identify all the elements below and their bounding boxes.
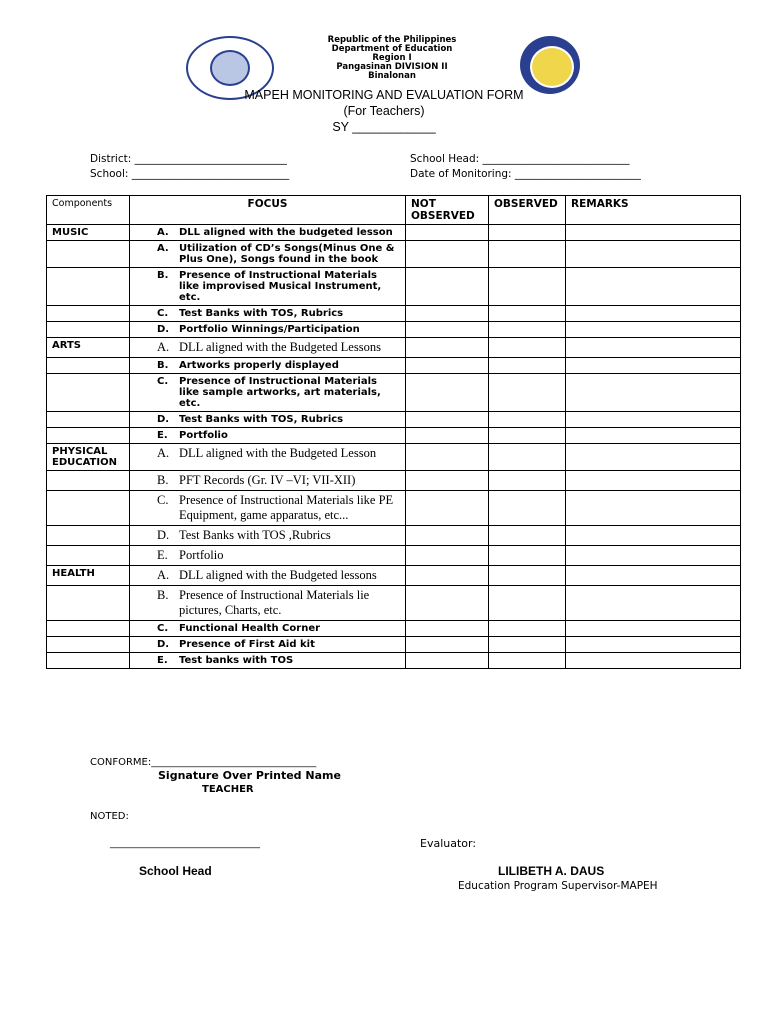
focus-cell: [130, 225, 406, 241]
focus-text: Portfolio: [179, 430, 228, 441]
table-row: [47, 586, 741, 621]
not-observed-cell[interactable]: [406, 621, 489, 637]
component-cell: [47, 374, 130, 412]
focus-cell: [130, 322, 406, 338]
focus-text: Test Banks with TOS, Rubrics: [179, 308, 344, 319]
focus-letter: D.: [157, 324, 170, 335]
remarks-cell[interactable]: [566, 637, 741, 653]
observed-cell[interactable]: [489, 637, 566, 653]
focus-letter: C.: [157, 623, 169, 634]
focus-cell: [130, 566, 406, 586]
focus-letter: D.: [157, 414, 170, 425]
agency-line: Region I: [372, 53, 412, 63]
focus-letter: A.: [157, 340, 170, 354]
component-cell: [47, 241, 130, 268]
observed-cell[interactable]: [489, 412, 566, 428]
focus-cell: [130, 358, 406, 374]
table-row: [47, 621, 741, 637]
not-observed-cell[interactable]: [406, 412, 489, 428]
focus-text: Test Banks with TOS ,Rubrics: [179, 528, 331, 542]
header-remarks: REMARKS: [566, 196, 741, 225]
component-cell: [47, 358, 130, 374]
focus-letter: E.: [157, 430, 168, 441]
observed-cell[interactable]: [489, 444, 566, 471]
table-row: [47, 491, 741, 526]
focus-text: Test banks with TOS: [179, 655, 294, 666]
table-header-row: [47, 196, 741, 225]
remarks-cell[interactable]: [566, 546, 741, 566]
observed-cell[interactable]: [489, 526, 566, 546]
table-row: [47, 637, 741, 653]
focus-letter: D.: [157, 528, 170, 542]
remarks-cell[interactable]: [566, 225, 741, 241]
focus-text: DLL aligned with the Budgeted Lessons: [179, 340, 381, 354]
remarks-cell[interactable]: [566, 653, 741, 669]
not-observed-cell[interactable]: [406, 306, 489, 322]
noted-label: NOTED:: [90, 811, 129, 822]
focus-text: DLL aligned with the Budgeted Lesson: [179, 446, 377, 460]
focus-cell: [130, 374, 406, 412]
table-row: [47, 374, 741, 412]
component-cell: [47, 586, 130, 621]
focus-text: Portfolio Winnings/Participation: [179, 324, 360, 335]
observed-cell[interactable]: [489, 358, 566, 374]
component-cell: MUSIC: [47, 225, 130, 241]
component-cell: [47, 428, 130, 444]
focus-letter: B.: [157, 473, 169, 487]
focus-cell: [130, 471, 406, 491]
focus-cell: [130, 268, 406, 306]
remarks-cell[interactable]: [566, 338, 741, 358]
focus-text: Utilization of CD’s Songs(Minus One & Plus One), Songs found in the book: [179, 243, 395, 265]
remarks-cell[interactable]: [566, 374, 741, 412]
focus-letter: E.: [157, 655, 168, 666]
supervisor-role: Education Program Supervisor-MAPEH: [458, 880, 658, 892]
evaluation-table: [46, 195, 741, 669]
school-field: School: ______________________________: [90, 168, 290, 180]
agency-header: [304, 36, 480, 96]
observed-cell[interactable]: [489, 338, 566, 358]
focus-text: Presence of First Aid kit: [179, 639, 315, 650]
table-row: [47, 653, 741, 669]
not-observed-cell[interactable]: [406, 526, 489, 546]
focus-cell: [130, 241, 406, 268]
observed-cell[interactable]: [489, 491, 566, 526]
table-row: [47, 268, 741, 306]
focus-cell: [130, 637, 406, 653]
focus-text: DLL aligned with the Budgeted lessons: [179, 568, 377, 582]
focus-cell: [130, 428, 406, 444]
not-observed-cell[interactable]: [406, 653, 489, 669]
remarks-cell[interactable]: [566, 306, 741, 322]
observed-cell[interactable]: [489, 546, 566, 566]
focus-cell: [130, 491, 406, 526]
observed-cell[interactable]: [489, 566, 566, 586]
focus-letter: B.: [157, 588, 169, 602]
table-row: [47, 526, 741, 546]
remarks-cell[interactable]: [566, 241, 741, 268]
focus-letter: C.: [157, 376, 169, 387]
not-observed-cell[interactable]: [406, 566, 489, 586]
signature-label: Signature Over Printed Name: [158, 769, 341, 782]
component-cell: [47, 306, 130, 322]
agency-line: Department of Education: [331, 44, 453, 54]
remarks-cell[interactable]: [566, 358, 741, 374]
focus-text: Presence of Instructional Materials like improvised Musical Instrument, etc.: [179, 270, 382, 303]
table-row: [47, 358, 741, 374]
focus-cell: [130, 412, 406, 428]
observed-cell[interactable]: [489, 225, 566, 241]
focus-cell: [130, 621, 406, 637]
observed-cell[interactable]: [489, 268, 566, 306]
component-cell: [47, 471, 130, 491]
focus-letter: A.: [157, 446, 170, 460]
table-row: [47, 546, 741, 566]
agency-line: Binalonan: [368, 71, 416, 81]
component-cell: [47, 546, 130, 566]
focus-letter: A.: [157, 243, 169, 254]
component-cell: PHYSICAL EDUCATION: [47, 444, 130, 471]
table-row: [47, 241, 741, 268]
header-not-observed: NOT OBSERVED: [406, 196, 489, 225]
component-cell: [47, 526, 130, 546]
focus-text: Artworks properly displayed: [179, 360, 339, 371]
table-row: [47, 338, 741, 358]
not-observed-cell[interactable]: [406, 322, 489, 338]
table-row: [47, 225, 741, 241]
focus-text: Functional Health Corner: [179, 623, 321, 634]
supervisor-name: LILIBETH A. DAUS: [498, 864, 605, 878]
not-observed-cell[interactable]: [406, 338, 489, 358]
not-observed-cell[interactable]: [406, 428, 489, 444]
header-focus: FOCUS: [130, 196, 406, 225]
observed-cell[interactable]: [489, 374, 566, 412]
division-seal-icon: [520, 36, 580, 94]
header-observed: OBSERVED: [489, 196, 566, 225]
not-observed-cell[interactable]: [406, 491, 489, 526]
component-cell: [47, 491, 130, 526]
observed-cell[interactable]: [489, 428, 566, 444]
remarks-cell[interactable]: [566, 471, 741, 491]
focus-letter: C.: [157, 308, 169, 319]
remarks-cell[interactable]: [566, 268, 741, 306]
focus-cell: [130, 546, 406, 566]
observed-cell[interactable]: [489, 306, 566, 322]
focus-text: Presence of Instructional Materials lie pictures, Charts, etc.: [179, 588, 370, 617]
school-year-field: SY ____________: [332, 120, 436, 134]
component-cell: [47, 322, 130, 338]
focus-letter: B.: [157, 360, 169, 371]
school-head-field: School Head: ____________________________: [410, 153, 630, 165]
agency-line: Republic of the Philippines: [327, 35, 457, 45]
not-observed-cell[interactable]: [406, 444, 489, 471]
focus-letter: B.: [157, 270, 169, 281]
not-observed-cell[interactable]: [406, 586, 489, 621]
focus-letter: C.: [157, 493, 169, 507]
focus-cell: [130, 444, 406, 471]
not-observed-cell[interactable]: [406, 637, 489, 653]
focus-text: Test Banks with TOS, Rubrics: [179, 414, 344, 425]
district-field: District: _____________________________: [90, 153, 287, 165]
observed-cell[interactable]: [489, 241, 566, 268]
component-cell: ARTS: [47, 338, 130, 358]
evaluator-label: Evaluator:: [420, 837, 477, 850]
observed-cell[interactable]: [489, 471, 566, 491]
agency-line: Pangasinan DIVISION II: [336, 62, 448, 72]
header-components: Components: [47, 196, 130, 225]
remarks-cell[interactable]: [566, 566, 741, 586]
remarks-cell[interactable]: [566, 444, 741, 471]
not-observed-cell[interactable]: [406, 471, 489, 491]
observed-cell[interactable]: [489, 322, 566, 338]
focus-cell: [130, 653, 406, 669]
focus-text: Presence of Instructional Materials like sample artworks, art materials, etc.: [179, 376, 381, 409]
table-row: [47, 566, 741, 586]
remarks-cell[interactable]: [566, 586, 741, 621]
school-head-label: School Head: [139, 864, 212, 878]
form-subtitle: (For Teachers): [343, 104, 425, 118]
component-cell: [47, 268, 130, 306]
table-row: [47, 444, 741, 471]
remarks-cell[interactable]: [566, 412, 741, 428]
observed-cell[interactable]: [489, 653, 566, 669]
date-of-monitoring-field: Date of Monitoring: ________________________: [410, 168, 641, 180]
focus-letter: A.: [157, 227, 169, 238]
focus-cell: [130, 338, 406, 358]
remarks-cell[interactable]: [566, 428, 741, 444]
table-row: [47, 412, 741, 428]
table-row: [47, 471, 741, 491]
table-row: [47, 322, 741, 338]
focus-text: Presence of Instructional Materials like PE Equipment, game apparatus, etc...: [179, 493, 394, 522]
table-row: [47, 306, 741, 322]
focus-cell: [130, 306, 406, 322]
remarks-cell[interactable]: [566, 491, 741, 526]
remarks-cell[interactable]: [566, 526, 741, 546]
not-observed-cell[interactable]: [406, 268, 489, 306]
focus-cell: [130, 586, 406, 621]
school-head-signature-line: ______________________________: [110, 838, 260, 849]
focus-text: PFT Records (Gr. IV –VI; VII-XII): [179, 473, 356, 487]
table-row: [47, 428, 741, 444]
teacher-label: TEACHER: [202, 784, 254, 795]
component-cell: [47, 637, 130, 653]
component-cell: [47, 653, 130, 669]
form-title: MAPEH MONITORING AND EVALUATION FORM: [244, 88, 524, 102]
not-observed-cell[interactable]: [406, 225, 489, 241]
remarks-cell[interactable]: [566, 322, 741, 338]
focus-text: Portfolio: [179, 548, 224, 562]
remarks-cell[interactable]: [566, 621, 741, 637]
not-observed-cell[interactable]: [406, 374, 489, 412]
focus-letter: A.: [157, 568, 170, 582]
focus-cell: [130, 526, 406, 546]
conforme-line: CONFORME:_________________________________: [90, 757, 317, 768]
component-cell: [47, 621, 130, 637]
observed-cell[interactable]: [489, 621, 566, 637]
component-cell: [47, 412, 130, 428]
focus-text: DLL aligned with the budgeted lesson: [179, 227, 393, 238]
observed-cell[interactable]: [489, 586, 566, 621]
focus-letter: D.: [157, 639, 170, 650]
component-cell: HEALTH: [47, 566, 130, 586]
not-observed-cell[interactable]: [406, 358, 489, 374]
focus-letter: E.: [157, 548, 168, 562]
not-observed-cell[interactable]: [406, 546, 489, 566]
not-observed-cell[interactable]: [406, 241, 489, 268]
